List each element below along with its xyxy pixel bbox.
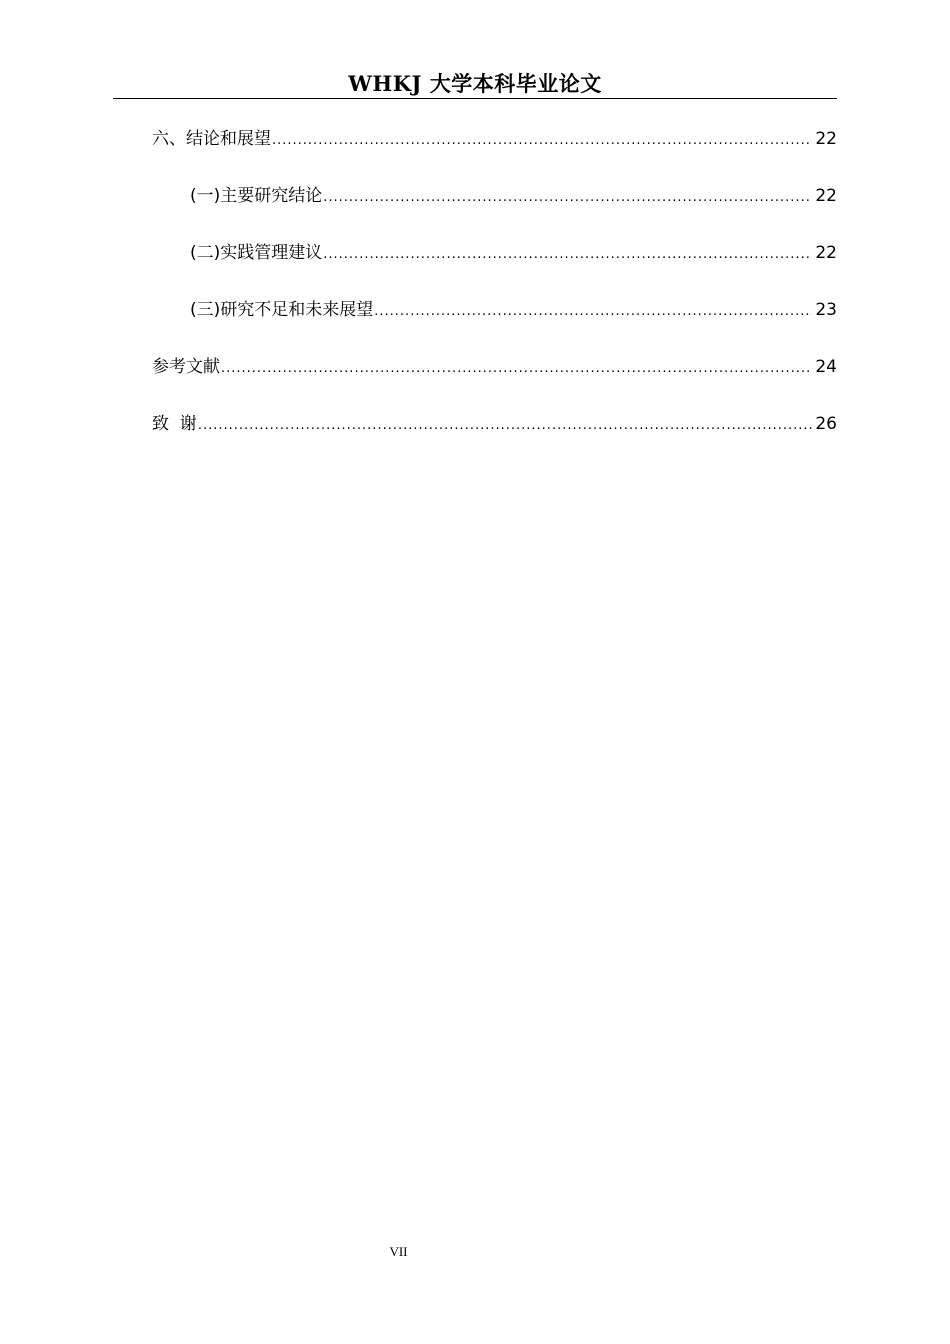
toc-entry-title: 致 谢 xyxy=(152,414,197,434)
toc-entry-title: (三)研究不足和未来展望 xyxy=(190,300,374,320)
toc-entry-page: 22 xyxy=(815,186,837,206)
toc-entry[interactable] xyxy=(152,126,837,183)
toc-entry[interactable] xyxy=(152,240,837,297)
toc-dot-leader xyxy=(272,128,812,154)
toc-dot-leader xyxy=(323,185,812,211)
toc-entry-title: (一)主要研究结论 xyxy=(190,186,323,206)
page-number: VII xyxy=(389,1244,408,1259)
toc-entry-page: 26 xyxy=(815,414,837,434)
toc-entry[interactable] xyxy=(152,297,837,354)
toc-dot-leader xyxy=(198,413,813,439)
toc-entry-title: 参考文献 xyxy=(152,357,220,377)
toc-entry[interactable] xyxy=(152,354,837,411)
table-of-contents xyxy=(152,126,837,468)
toc-entry[interactable] xyxy=(152,411,837,468)
running-header: WHKJ 大学本科毕业论文 xyxy=(348,71,602,96)
toc-entry-title: (二)实践管理建议 xyxy=(190,243,323,263)
toc-entry-page: 24 xyxy=(815,357,837,377)
toc-entry-page: 22 xyxy=(815,129,837,149)
toc-entry[interactable] xyxy=(152,183,837,240)
header-rule xyxy=(113,98,837,99)
toc-entry-page: 22 xyxy=(815,243,837,263)
toc-dot-leader xyxy=(374,299,812,325)
toc-entry-title: 六、结论和展望 xyxy=(152,129,271,149)
toc-entry-page: 23 xyxy=(815,300,837,320)
toc-dot-leader xyxy=(323,242,812,268)
toc-dot-leader xyxy=(221,356,812,382)
